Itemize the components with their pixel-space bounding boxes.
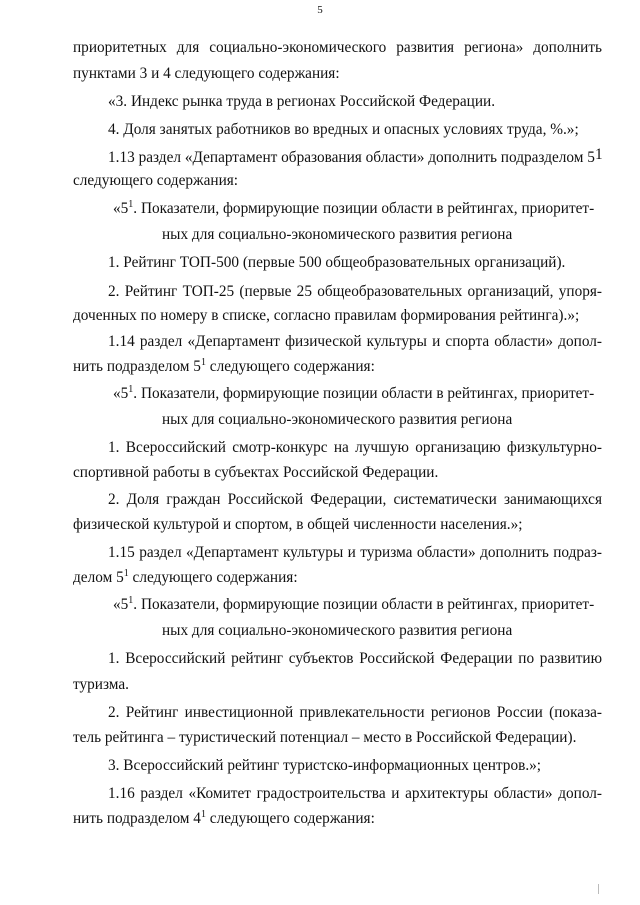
subsection-title-cont: ных для социально-экономического развития региона: [162, 622, 513, 639]
page-number: 5: [317, 4, 323, 16]
list-item-cont: доченных по номеру в списке, согласно правилам формирования рейтинга).»;: [73, 307, 580, 324]
section-heading-1-13: 1.13 раздел «Департамент образования области» дополнить подразделом 5: [108, 149, 595, 166]
subsection-title: «$5^1$. Показатели, формирующие позиции области в рейтингах, приоритет-: [113, 384, 595, 402]
section-heading-1-16: 1.16 раздел «Комитет градостроительства и архитектуры области» допол-: [108, 785, 602, 802]
list-item-cont: спортивной работы в субъектах Российской Федерации.: [73, 464, 439, 481]
subsection-title-cont: ных для социально-экономического развития региона: [162, 411, 513, 428]
list-item: 3. Всероссийский рейтинг туристско-информационных центров.»;: [108, 757, 542, 774]
scan-mark: [598, 884, 599, 894]
list-item-cont: тель рейтинга – туристический потенциал – место в Российской Федерации).: [73, 729, 577, 746]
list-item: 2. Рейтинг инвестиционной привлекательности регионов России (показа-: [108, 704, 602, 721]
subsection-title-cont: ных для социально-экономического развития региона: [162, 226, 513, 243]
subsection-title: «$5^1$. Показатели, формирующие позиции области в рейтингах, приоритет-: [113, 199, 595, 217]
list-item: «3. Индекс рынка труда в регионах Российской Федерации.: [108, 93, 496, 110]
paragraph-line: нить подразделом $5^1$ следующего содержания:: [73, 357, 375, 375]
subsection-title: «$5^1$. Показатели, формирующие позиции области в рейтингах, приоритет-: [113, 595, 595, 613]
paragraph-line: приоритетных для социально-экономического развития региона» дополнить: [73, 39, 602, 56]
superscript: 1: [595, 146, 603, 163]
section-heading-1-15: 1.15 раздел «Департамент культуры и туризма области» дополнить подраз-: [108, 544, 602, 561]
list-item: 1. Всероссийский рейтинг субъектов Российской Федерации по развитию: [108, 650, 602, 667]
list-item: 1. Рейтинг ТОП-500 (первые 500 общеобразовательных организаций).: [108, 254, 566, 271]
paragraph-line: пунктами 3 и 4 следующего содержания:: [73, 65, 340, 82]
list-item-cont: физической культурой и спортом, в общей численности населения.»;: [73, 516, 523, 533]
list-item: 2. Доля граждан Российской Федерации, систематически занимающихся: [108, 491, 602, 508]
paragraph-line: следующего содержания:: [73, 172, 239, 189]
paragraph-line: нить подразделом $4^1$ следующего содержания:: [73, 809, 375, 827]
list-item: 4. Доля занятых работников во вредных и опасных условиях труда, %.»;: [108, 121, 579, 138]
list-item-cont: туризма.: [73, 676, 129, 693]
list-item: 2. Рейтинг ТОП-25 (первые 25 общеобразовательных организаций, упоря-: [108, 283, 602, 300]
paragraph-line: делом $5^1$ следующего содержания:: [73, 568, 298, 586]
list-item: 1. Всероссийский смотр-конкурс на лучшую организацию физкультурно-: [108, 439, 602, 456]
section-heading-1-14: 1.14 раздел «Департамент физической культуры и спорта области» допол-: [108, 333, 602, 350]
